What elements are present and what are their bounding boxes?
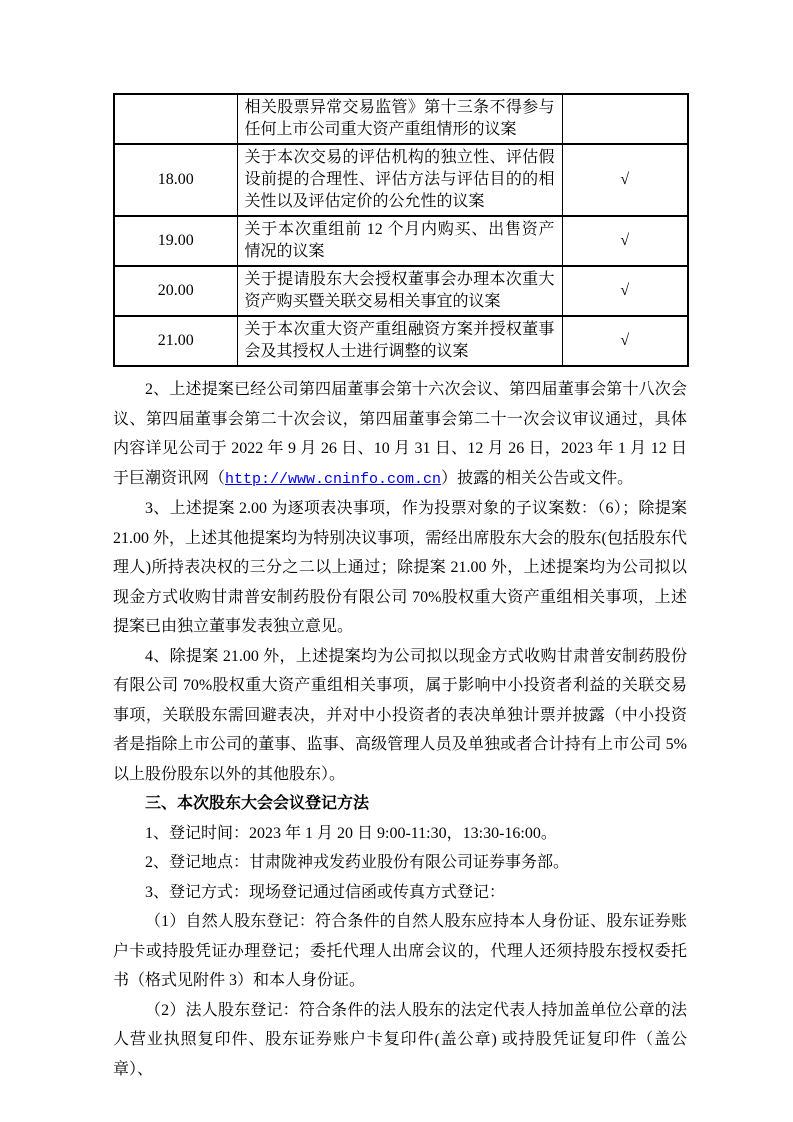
registration-time-item: 1、登记时间：2023 年 1 月 20 日 9:00-11:30，13:30-16:00。 (145, 824, 557, 842)
table-row (114, 94, 688, 144)
proposal-code-cell (114, 94, 237, 144)
proposal-title-cell: 相关股票异常交易监管》第十三条不得参与任何上市公司重大资产重组情形的议案 (237, 94, 562, 144)
proposal-title-cell: 关于提请股东大会授权董事会办理本次重大资产购买暨关联交易相关事宜的议案 (237, 266, 562, 316)
table-row (114, 316, 688, 366)
paragraph-text: 2、上述提案已经公司第四届董事会第十六次会议、第四届董事会第十八次会议、第四届董事会第二十次会议，第四届董事会第二十一次会议审议通过，具体内容详见公司于 2022 年 9 月 26 日、10 月 31 日、12 月 26 日，2023 年 1 月 12 日于巨潮资讯网（ (113, 381, 687, 487)
table-row (114, 266, 688, 316)
proposal-code-cell: 19.00 (114, 216, 237, 266)
vote-checkmark-cell: √ (562, 316, 688, 366)
proposal-code-cell: 20.00 (114, 266, 237, 316)
proposal-table (113, 93, 689, 367)
natural-person-registration-item: （1）自然人股东登记：符合条件的自然人股东应持本人身份证、股东证券账户卡或持股凭证办理登记；委托代理人出席会议的，代理人还须持股东授权委托书（格式见附件 3）和本人身份证。 (113, 913, 687, 989)
proposal-title-cell: 关于本次重大资产重组融资方案并授权董事会及其授权人士进行调整的议案 (237, 316, 562, 366)
table-row (114, 216, 688, 266)
paragraph-voting-rules: 3、上述提案 2.00 为逐项表决事项，作为投票对象的子议案数：（6）；除提案 21.00 外，上述其他提案均为特别决议事项，需经出席股东大会的股东(包括股东代理人)所持表决权的三分之二以上通过；除提案 21.00 外，上述提案均为公司拟以现金方式收购甘肃普安制药股份有限公司 70%股权重大资产重组相关事项，上述提案已由独立董事发表独立意见。 (113, 500, 687, 635)
cninfo-url-link[interactable]: http://www.cninfo.com.cn (225, 470, 442, 488)
legal-person-registration-item: （2）法人股东登记：符合条件的法人股东的法定代表人持加盖单位公章的法人营业执照复印件、股东证券账户卡复印件(盖公章) 或持股凭证复印件（盖公章）、 (113, 1001, 687, 1078)
proposal-code-cell: 18.00 (114, 144, 237, 216)
registration-place-item: 2、登记地点：甘肃陇神戎发药业股份有限公司证券事务部。 (145, 854, 570, 871)
paragraph-minority-investors: 4、除提案 21.00 外，上述提案均为公司拟以现金方式收购甘肃普安制药股份有限公司 70%股权重大资产重组相关事项，属于影响中小投资者利益的关联交易事项，关联股东需回避表决，并对中小投资者的表决单独计票并披露（中小投资者是指除上市公司的董事、监事、高级管理人员及单独或者合计持有上市公司 5%以上股份股东以外的其他股东）。 (113, 647, 687, 783)
proposal-code-cell: 21.00 (114, 316, 237, 366)
document-body (113, 375, 687, 1084)
section-heading-registration-method: 三、本次股东大会会议登记方法 (145, 795, 370, 812)
vote-checkmark-cell: √ (562, 216, 688, 266)
vote-checkmark-cell: √ (562, 266, 688, 316)
paragraph-text: ）披露的相关公告或文件。 (441, 469, 634, 487)
vote-checkmark-cell: √ (562, 144, 688, 216)
paragraph-board-approval (113, 375, 687, 494)
registration-method-item: 3、登记方式：现场登记通过信函或传真方式登记： (145, 883, 506, 901)
vote-checkmark-cell (562, 94, 688, 144)
proposal-title-cell: 关于本次交易的评估机构的独立性、评估假设前提的合理性、评估方法与评估目的的相关性以及评估定价的公允性的议案 (237, 144, 562, 216)
table-row (114, 144, 688, 216)
proposal-title-cell: 关于本次重组前 12 个月内购买、出售资产情况的议案 (237, 216, 562, 266)
